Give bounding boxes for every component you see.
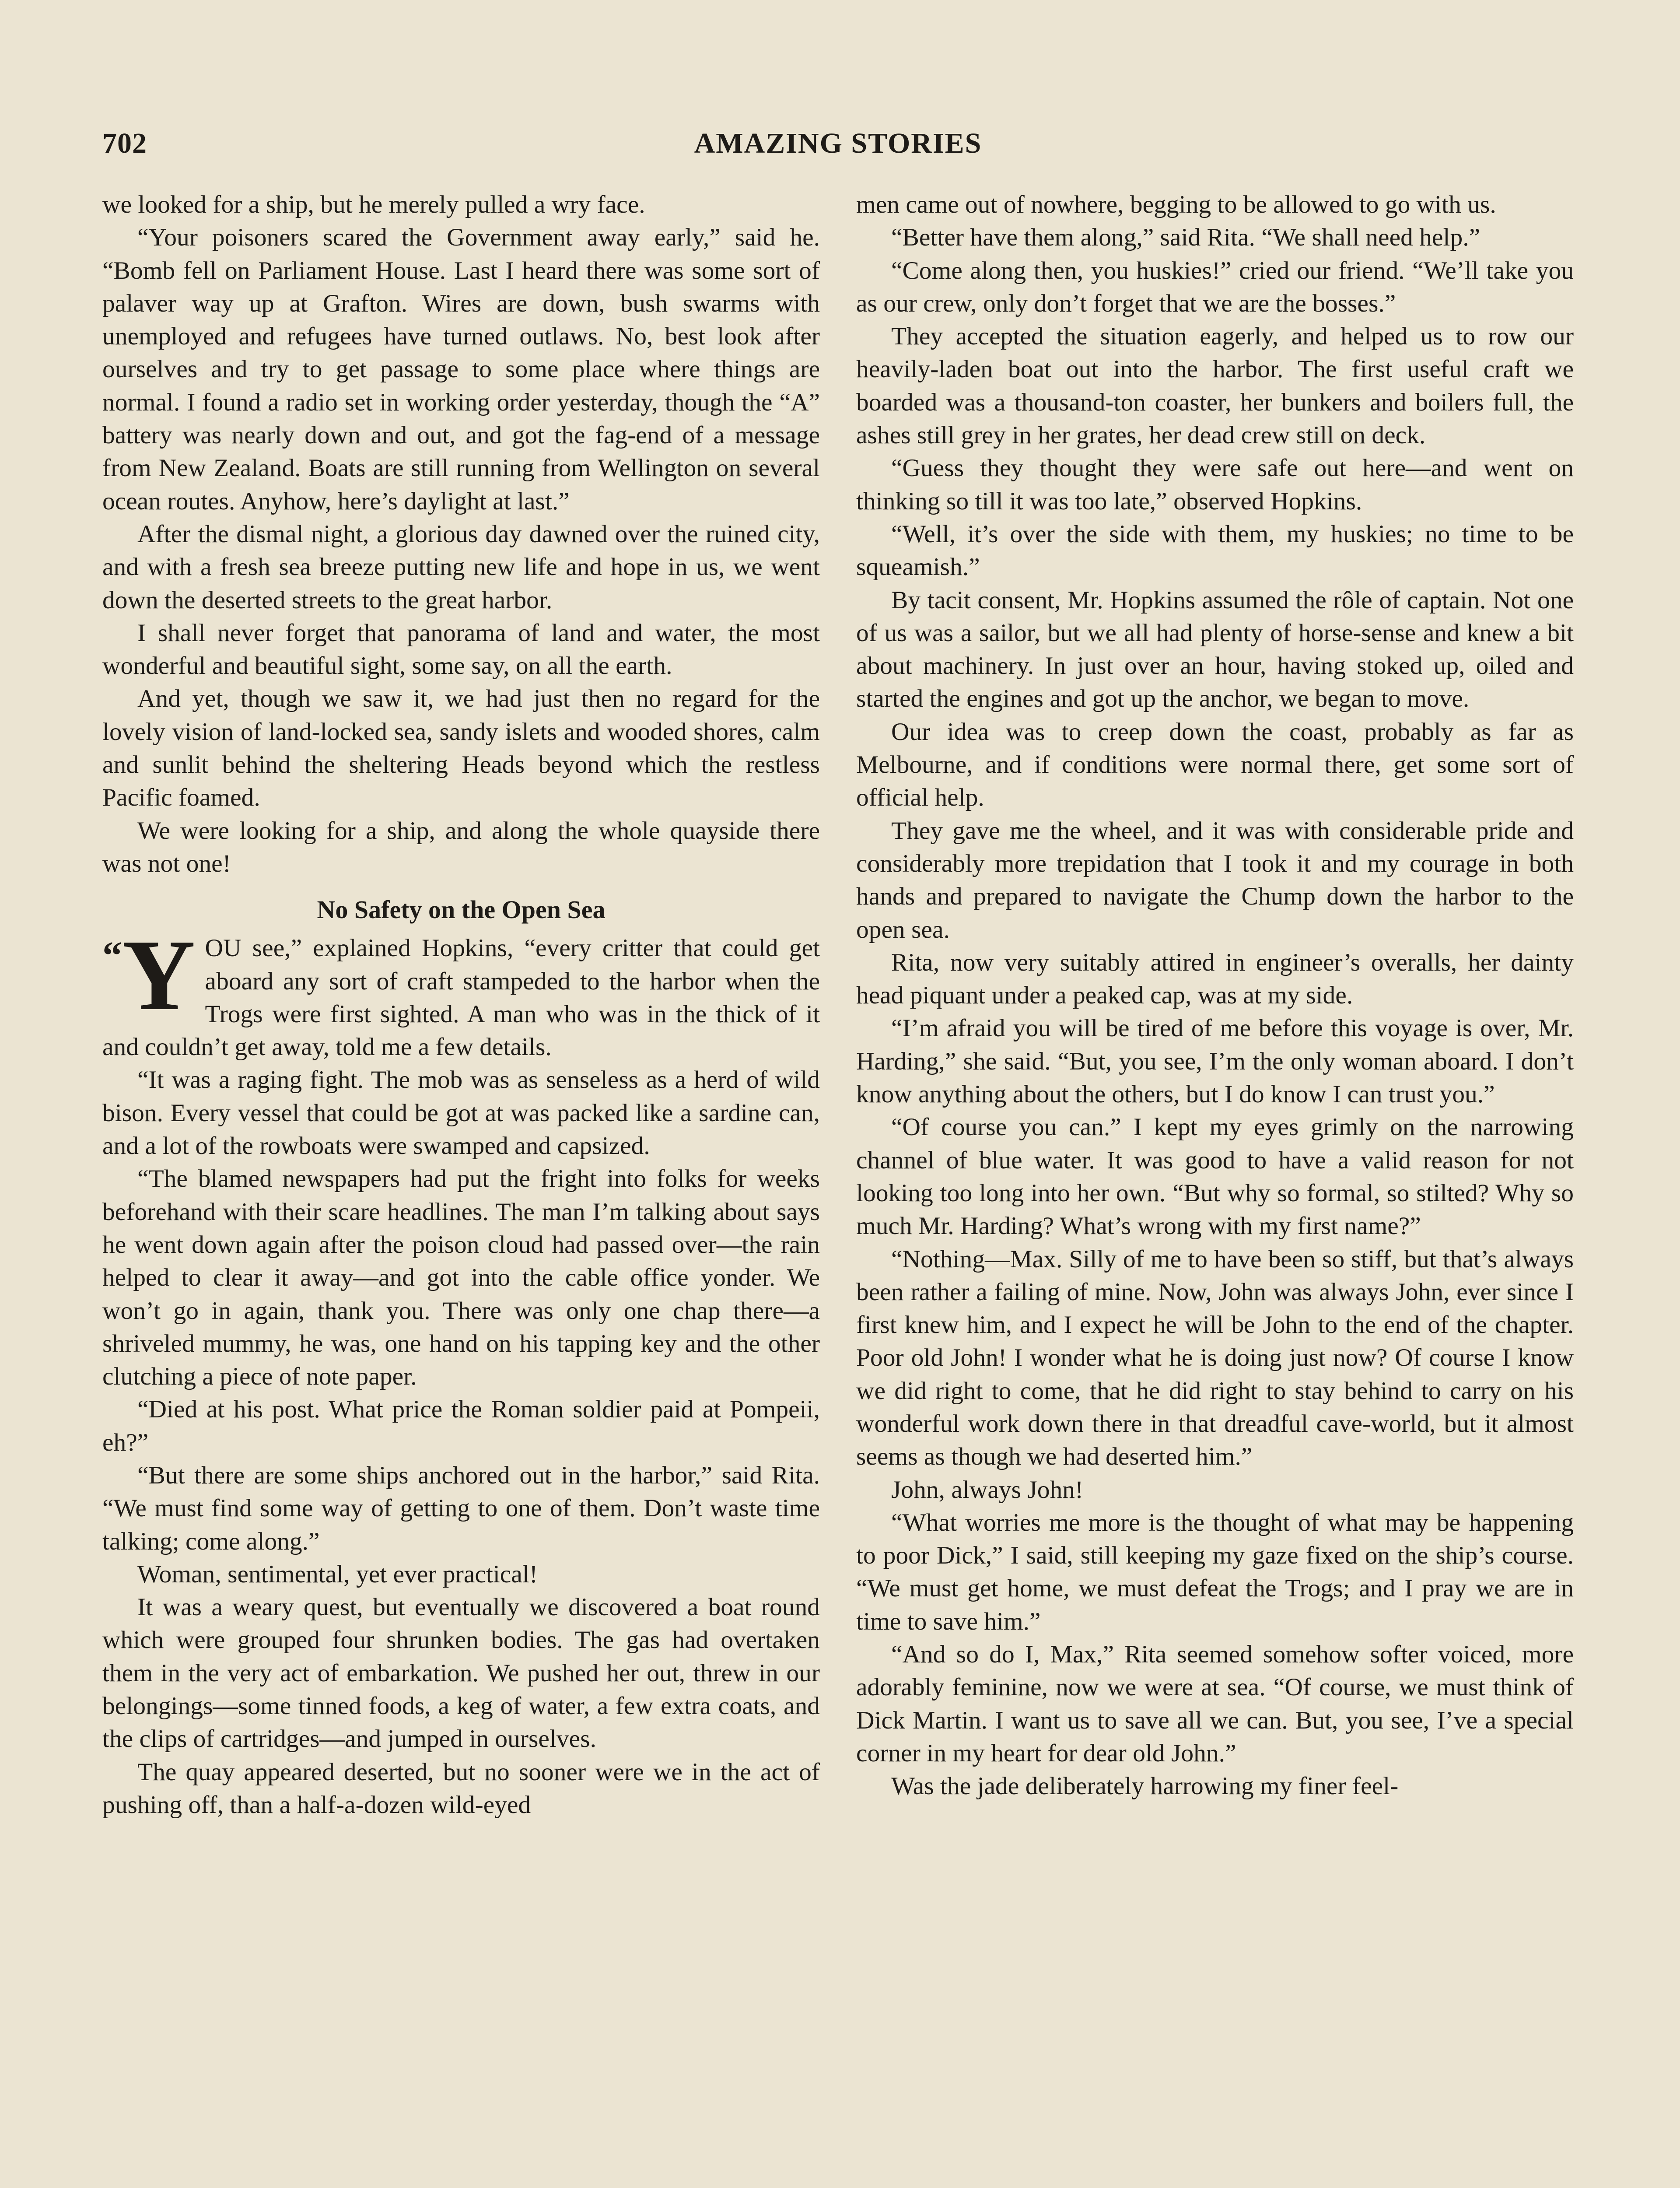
paragraph: “But there are some ships anchored out in the harbor,” said Rita. “We must find some way of getting to one of them. Don’t waste time talking; come along.” bbox=[102, 1461, 820, 1555]
paragraph: “And so do I, Max,” Rita seemed somehow softer voiced, more adorably feminine, now we were at sea. “Of course, we must think of Dick Martin. I want us to save all we can. But, you see, I’ve a special corner in my heart for dear old John.” bbox=[856, 1641, 1574, 1767]
paragraph: It was a weary quest, but eventually we discovered a boat round which were grouped four shrunken bodies. The gas had overtaken them in the very act of embarkation. We pushed her out, threw in our belongings—some tinned foods, a keg of water, a few extra coats, and the clips of cartridges—and jumped in ourselves. bbox=[102, 1593, 820, 1753]
drop-cap-text: OU see,” explained Hopkins, “every critter that could get aboard any sort of craft stampeded to the harbor when the Trogs were first sighted. A man who was in the thick of it and couldn’t get away, told me a few details. bbox=[102, 934, 820, 1061]
paragraph: Woman, sentimental, yet ever practical! bbox=[137, 1560, 538, 1588]
paragraph: “I’m afraid you will be tired of me before this voyage is over, Mr. Harding,” she said. “But, you see, I’m the only woman aboard. I don’t know anything about the others, but I do know I can trust you.” bbox=[856, 1014, 1574, 1108]
drop-cap-quote: “ bbox=[102, 934, 122, 978]
paragraph: “It was a raging fight. The mob was as senseless as a herd of wild bison. Every vessel that could be got at was packed like a sardine can, and a lot of the rowboats were swamped and capsized. bbox=[102, 1066, 820, 1160]
paragraph: John, always John! bbox=[891, 1476, 1084, 1504]
paragraph: “Of course you can.” I kept my eyes grimly on the narrowing channel of blue water. It was good to have a valid reason for not looking too long into her own. “But why so formal, so stilted? Why so much Mr. Harding? What’s wrong with my first name?” bbox=[856, 1113, 1574, 1240]
paragraph: “Guess they thought they were safe out here—and went on thinking so till it was too late,” observed Hopkins. bbox=[856, 454, 1574, 515]
paragraph: “Well, it’s over the side with them, my huskies; no time to be squeamish.” bbox=[856, 520, 1574, 581]
paragraph: Our idea was to creep down the coast, probably as far as Melbourne, and if conditions were normal there, get some sort of official help. bbox=[856, 718, 1574, 812]
page-header bbox=[102, 127, 1574, 179]
paragraph: They gave me the wheel, and it was with considerable pride and considerably more trepidation that I took it and my courage in both hands and prepared to navigate the Chump down the harbor to the open sea. bbox=[856, 817, 1574, 943]
left-column bbox=[102, 188, 820, 1821]
paragraph: After the dismal night, a glorious day dawned over the ruined city, and with a fresh sea breeze putting new life and hope in us, we went down the deserted streets to the great harbor. bbox=[102, 520, 820, 614]
right-column bbox=[856, 188, 1574, 1821]
paragraph: “Come along then, you huskies!” cried our friend. “We’ll take you as our crew, only don’t forget that we are the bosses.” bbox=[856, 256, 1574, 317]
paragraph: “Your poisoners scared the Government away early,” said he. “Bomb fell on Parliament House. Last I heard there was some sort of palaver way up at Grafton. Wires are down, bush swarms with unemployed and refugees have turned outlaws. No, best look after ourselves and try to get passage to some place where things are normal. I found a radio set in working order yesterday, though the “A” battery was nearly down and out, and got the fag-end of a message from New Zealand. Boats are still running from Wellington on several ocean routes. Anyhow, here’s daylight at last.” bbox=[102, 224, 820, 515]
text-columns bbox=[102, 188, 1574, 1821]
paragraph: men came out of nowhere, begging to be allowed to go with us. bbox=[856, 191, 1496, 218]
paragraph: “The blamed newspapers had put the fright into folks for weeks beforehand with their scare headlines. The man I’m talking about says he went down again after the poison cloud had passed over—the rain helped to clear it away—and got into the cable office yonder. We won’t go in again, thank you. There was only one chap there—a shriveled mummy, he was, one hand on his tapping key and the other clutching a piece of note paper. bbox=[102, 1165, 820, 1391]
paragraph: Was the jade deliberately harrowing my finer feel- bbox=[891, 1772, 1399, 1800]
dropcap-paragraph bbox=[102, 919, 820, 1063]
paragraph: And yet, though we saw it, we had just then no regard for the lovely vision of land-locked sea, sandy islets and wooded shores, calm and sunlit behind the sheltering Heads beyond which the restless Pacific foamed. bbox=[102, 685, 820, 812]
paragraph: “Better have them along,” said Rita. “We shall need help.” bbox=[891, 224, 1480, 252]
paragraph: we looked for a ship, but he merely pulled a wry face. bbox=[102, 191, 645, 218]
running-head: AMAZING STORIES bbox=[694, 127, 982, 159]
paragraph: “Nothing—Max. Silly of me to have been so stiff, but that’s always been rather a failing of mine. Now, John was always John, ever since I first knew him, and I expect he will be John to the end of the chapter. Poor old John! I wonder what he is doing just now? Of course I know we did right to come, that he did right to stay behind to carry on his wonderful work down there in that dreadful cave-world, but it almost seems as though we had deserted him.” bbox=[856, 1245, 1574, 1471]
paragraph: By tacit consent, Mr. Hopkins assumed the rôle of captain. Not one of us was a sailor, but we all had plenty of horse-sense and knew a bit about machinery. In just over an hour, having stoked up, oiled and started the engines and got up the anchor, we began to move. bbox=[856, 586, 1574, 713]
paragraph: The quay appeared deserted, but no sooner were we in the act of pushing off, than a half-a-dozen wild-eyed bbox=[102, 1758, 820, 1819]
section-heading: No Safety on the Open Sea bbox=[317, 895, 606, 924]
page-number: 702 bbox=[102, 127, 147, 159]
drop-cap-letter: Y bbox=[122, 919, 196, 1032]
drop-cap bbox=[102, 919, 196, 1032]
paragraph: They accepted the situation eagerly, and helped us to row our heavily-laden boat out into the harbor. The first useful craft we boarded was a thousand-ton coaster, her bunkers and boilers full, the ashes still grey in her grates, her dead crew still on deck. bbox=[856, 323, 1574, 449]
paragraph: I shall never forget that panorama of land and water, the most wonderful and beautiful sight, some say, on all the earth. bbox=[102, 619, 820, 680]
paragraph: “What worries me more is the thought of what may be happening to poor Dick,” I said, still keeping my gaze fixed on the ship’s course. “We must get home, we must defeat the Trogs; and I pray we are in time to save him.” bbox=[856, 1508, 1574, 1635]
paragraph: “Died at his post. What price the Roman soldier paid at Pompeii, eh?” bbox=[102, 1396, 820, 1456]
paragraph: We were looking for a ship, and along the whole quayside there was not one! bbox=[102, 817, 820, 877]
paragraph: Rita, now very suitably attired in engineer’s overalls, her dainty head piquant under a peaked cap, was at my side. bbox=[856, 948, 1574, 1010]
